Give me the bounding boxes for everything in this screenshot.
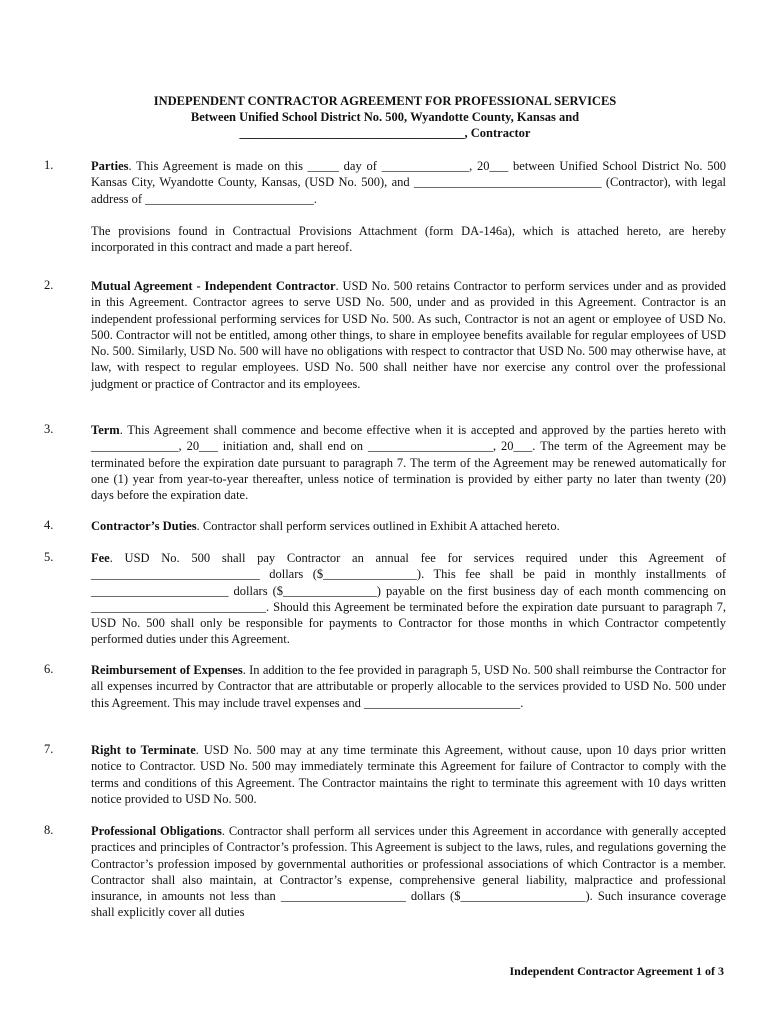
section-right-to-terminate	[44, 742, 726, 807]
section-heading: Mutual Agreement - Independent Contractor	[91, 279, 336, 293]
section-text: . Contractor shall perform services outlined in Exhibit A attached hereto.	[196, 519, 560, 533]
document-title: INDEPENDENT CONTRACTOR AGREEMENT FOR PROFESSIONAL SERVICES	[153, 94, 617, 108]
section-term	[44, 422, 726, 503]
section-heading: Term	[91, 423, 120, 437]
section-number: 1.	[44, 158, 54, 172]
contractor-line: ____________________________________, Contractor	[239, 126, 531, 140]
section-text: . In addition to the fee provided in paragraph 5, USD No. 500 shall reimburse the Contractor for all expenses incurred by Contractor that are attributable or properly allocable to the services provided to USD No. 500 under this Agreement. This may include travel expenses and _________________________.	[91, 663, 726, 710]
section-number: 5.	[44, 550, 54, 564]
section-number: 3.	[44, 422, 54, 436]
section-number: 4.	[44, 518, 54, 532]
section-text: . This Agreement shall commence and become effective when it is accepted and approved by the parties hereto with ______________, 20___ initiation and, shall end on ____________________, 20___. The term of the Agreement may be terminated before the expiration date pursuant to paragraph 7. The term of the Agreement may be renewed automatically for one (1) year from year-to-year thereafter, unless notice of termination is provided by either party no later than twenty (20) days before the expiration date.	[91, 423, 726, 503]
section-text: . USD No. 500 may at any time terminate this Agreement, without cause, upon 10 days prior written notice to Contractor. USD No. 500 may immediately terminate this Agreement for failure of Contractor to comply with the terms and conditions of this Agreement. The Contractor maintains the right to terminate this agreement with 10 days written notice provided to USD No. 500.	[91, 743, 727, 806]
section-parties	[44, 158, 726, 255]
section-body	[91, 742, 726, 807]
section-reimbursement	[44, 662, 726, 711]
section-text: . This Agreement is made on this _____ day of ______________, 20___ between Unified School District No. 500 Kansas City, Wyandotte County, Kansas, (USD No. 500), and ______________________________ (Contractor), with legal address of ___________________________.	[91, 159, 726, 206]
section-mutual-agreement	[44, 278, 726, 392]
section-heading: Contractor’s Duties	[91, 519, 197, 533]
section-body	[91, 518, 726, 534]
section-number: 6.	[44, 662, 54, 676]
section-text: . USD No. 500 shall pay Contractor an annual fee for services required under this Agreement of ___________________________ dollars ($_______________). This fee shall be paid in monthly installments of ______________________ dollars ($_______________) payable on the first business day of each month commencing on ____________________________. Should this Agreement be terminated before the expiration date pursuant to paragraph 7, USD No. 500 shall only be responsible for payments to Contractor for those months in which Contractor competently performed duties under this Agreement.	[91, 551, 726, 647]
page-footer: Independent Contractor Agreement 1 of 3	[509, 964, 724, 978]
section-number: 7.	[44, 742, 54, 756]
section-heading: Right to Terminate	[91, 743, 196, 757]
section-heading: Fee	[91, 551, 110, 565]
section-professional-obligations	[44, 823, 726, 921]
section-heading: Reimbursement of Expenses	[91, 663, 243, 677]
section-heading: Parties	[91, 159, 129, 173]
section-number: 8.	[44, 823, 54, 837]
section-contractor-duties	[44, 518, 726, 534]
section-body	[91, 158, 726, 207]
section-body	[91, 823, 726, 921]
section-body	[91, 422, 726, 503]
section-text: . USD No. 500 retains Contractor to perform services under and as provided in this Agreement. Contractor agrees to serve USD No. 500, under and as provided in this Agreement. Contractor is an independent professional performing services for USD No. 500. As such, Contractor is not an agent or employee of USD No. 500. Contractor will not be entitled, among other things, to share in employee benefits available for regular employees of USD No. 500. Similarly, USD No. 500 will have no obligations with respect to contractor that USD No. 500 may otherwise have, at law, with respect to regular employees. USD No. 500 shall neither have nor exercise any control over the professional judgment or practice of Contractor and its employees.	[91, 279, 726, 391]
document-subtitle: Between Unified School District No. 500, Wyandotte County, Kansas and	[190, 110, 580, 124]
section-body	[91, 550, 726, 648]
section-text: . Contractor shall perform all services under this Agreement in accordance with generally accepted practices and principles of Contractor’s profession. This Agreement is subject to the laws, rules, and regulations governing the Contractor’s profession imposed by governmental authorities or professional associations of which Contractor is a member. Contractor shall also maintain, at Contractor’s expense, comprehensive general liability, malpractice and professional insurance, in amounts not less than ____________________ dollars ($____________________). Such insurance coverage shall explicitly cover all duties	[91, 824, 726, 920]
section-body	[91, 662, 726, 711]
section-body	[91, 278, 726, 392]
section-extra-paragraph: The provisions found in Contractual Provisions Attachment (form DA-146a), which is attached hereto, are hereby incorporated in this contract and made a part hereof.	[91, 223, 726, 255]
section-heading: Professional Obligations	[91, 824, 222, 838]
section-number: 2.	[44, 278, 54, 292]
section-fee	[44, 550, 726, 648]
